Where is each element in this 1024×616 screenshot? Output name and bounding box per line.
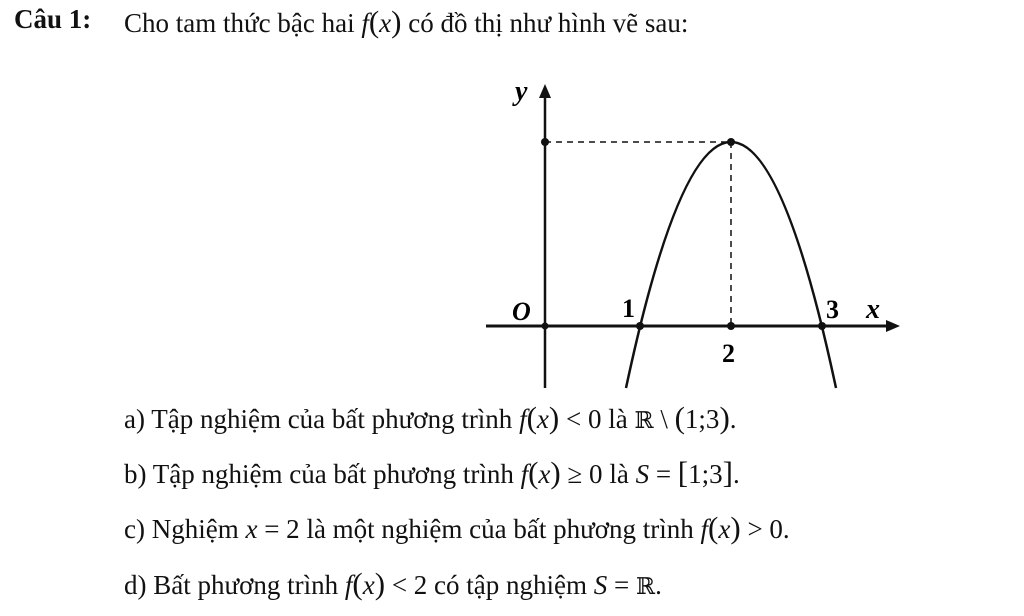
x-axis-arrow [886,320,900,332]
option-c: c) Nghiệm x = 2 là một nghiệm của bất phương trình f(x) > 0. [124,510,790,545]
stem-after: có đồ thị như hình vẽ sau: [401,8,689,38]
stem-func-name: f [361,8,369,38]
root-point-1 [636,322,644,330]
question-stem: Cho tam thức bậc hai f(x) có đồ thị như hình vẽ sau: [124,4,689,39]
option-d: d) Bất phương trình f(x) < 2 có tập nghiệm S = ℝ. [124,566,662,601]
tick-label-1: 1 [622,294,635,323]
y-max-point [541,138,549,146]
stem-before: Cho tam thức bậc hai [124,8,362,38]
question-label: Câu 1: [14,4,92,34]
option-b: b) Tập nghiệm của bất phương trình f(x) ≥ 0 là S = [1;3]. [124,455,740,490]
y-axis-arrow [539,84,551,98]
tick-label-3: 3 [826,295,839,324]
root-point-3 [818,322,826,330]
x-axis-label: x [866,294,880,325]
x-point-2 [727,322,735,330]
origin-point [542,323,549,330]
vertex-point [727,138,735,146]
origin-label: O [512,297,531,326]
y-axis-label: y [515,76,528,107]
tick-label-2: 2 [722,339,735,368]
option-a: a) Tập nghiệm của bất phương trình f(x) < 0 là ℝ \ (1;3). [124,400,737,435]
stem-func-var: x [379,8,392,38]
